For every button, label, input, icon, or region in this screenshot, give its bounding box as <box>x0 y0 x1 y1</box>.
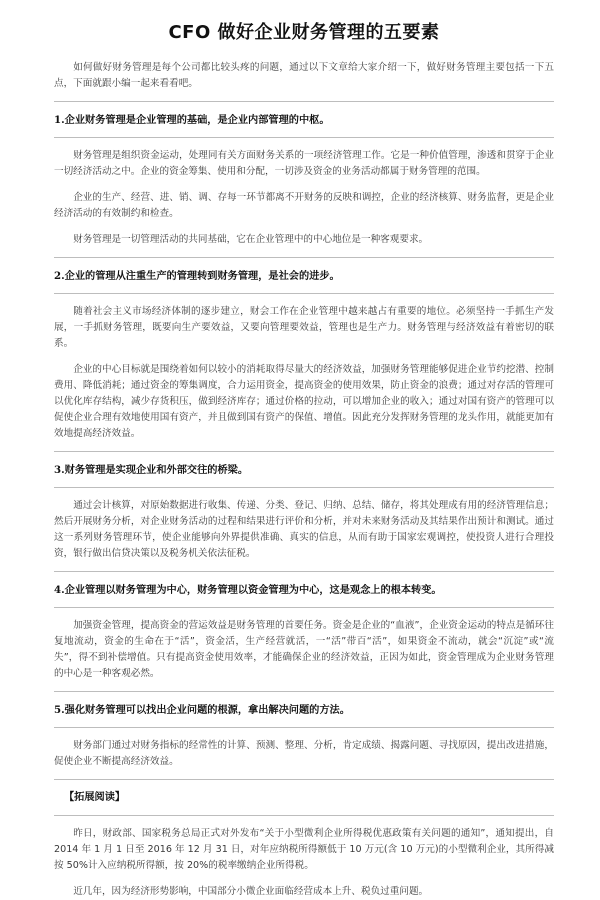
section-divider <box>54 727 554 728</box>
section-1-paragraph-1: 财务管理是组织资金运动，处理同有关方面财务关系的一项经济管理工作。它是一种价值管理，渗透和贯穿于企业一切经济活动之中。企业的资金筹集、使用和分配，一切涉及资金的业务活动都属于财务管理的范围。 <box>54 150 554 177</box>
section-divider <box>54 691 554 692</box>
section-4-heading: 4.企业管理以财务管理为中心，财务管理以资金管理为中心，这是观念上的根本转变。 <box>54 584 442 596</box>
section-2-paragraph-1: 随着社会主义市场经济体制的逐步建立，财会工作在企业管理中越来越占有重要的地位。必须坚持一手抓生产发展，一手抓财务管理，既要向生产要效益，又要向管理要效益，管理也是生产力。财务管理与经济效益有着密切的联系。 <box>54 306 554 349</box>
extended-reading-label: 【拓展阅读】 <box>64 792 126 803</box>
section-4-paragraph-1: 加强资金管理，提高资金的营运效益是财务管理的首要任务。资金是企业的“血液”，企业资金运动的特点是循环往复地流动，资金的生命在于“活”，资金活，生产经营就活，一“活”带百“活”，如果资金不流动，就会“沉淀”或“流失”，得不到补偿增值。只有提高资金使用效率，才能确保企业的经济效益，正因为如此，资金管理成为企业财务管理的中心是一种客观必然。 <box>54 620 554 679</box>
section-5-heading: 5.强化财务管理可以找出企业问题的根源，拿出解决问题的方法。 <box>54 704 350 716</box>
section-divider <box>54 571 554 572</box>
section-divider <box>54 779 554 780</box>
section-divider <box>54 257 554 258</box>
section-1-paragraph-2: 企业的生产、经营、进、销、调、存每一环节都离不开财务的反映和调控，企业的经济核算、财务监督，更是企业经济活动的有效制约和检查。 <box>54 192 554 219</box>
section-3-paragraph-1: 通过会计核算，对原始数据进行收集、传递、分类、登记、归纳、总结、储存，将其处理成有用的经济管理信息；然后开展财务分析，对企业财务活动的过程和结果进行评价和分析，并对未来财务活动及其结果作出预计和测试。通过这一系列财务管理环节，使企业能够向外界提供准确、真实的信息，从而有助于国家宏观调控，使投资人进行合理投资，银行做出信贷决策以及税务机关依法征税。 <box>54 500 554 559</box>
section-divider <box>54 293 554 294</box>
document-title: CFO 做好企业财务管理的五要素 <box>168 22 440 43</box>
section-divider <box>54 815 554 816</box>
section-divider <box>54 487 554 488</box>
section-1-heading: 1.企业财务管理是企业管理的基础，是企业内部管理的中枢。 <box>54 114 330 126</box>
extended-paragraph-1: 昨日，财政部、国家税务总局正式对外发布“关于小型微利企业所得税优惠政策有关问题的通知”，通知提出，自 2014 年 1 月 1 日至 2016 年 12 月 31 日，对年应纳税所得额低于 10 万元(含 10 万元)的小型微利企业，其所得减按 50%计入应纳税所得额，按 20%的税率缴纳企业所得税。 <box>54 828 554 871</box>
section-divider <box>54 451 554 452</box>
section-1-paragraph-3: 财务管理是一切管理活动的共同基础，它在企业管理中的中心地位是一种客观要求。 <box>73 234 429 245</box>
section-5-paragraph-1: 财务部门通过对财务指标的经常性的计算、预测、整理、分析，肯定成绩、揭露问题、寻找原因，提出改进措施，促使企业不断提高经济效益。 <box>54 740 554 767</box>
section-2-heading: 2.企业的管理从注重生产的管理转到财务管理，是社会的进步。 <box>54 270 340 282</box>
intro-paragraph: 如何做好财务管理是每个公司都比较头疼的问题，通过以下文章给大家介绍一下，做好财务管理主要包括一下五点，下面就跟小编一起来看看吧。 <box>54 62 554 89</box>
section-2-paragraph-2: 企业的中心目标就是围绕着如何以较小的消耗取得尽量大的经济效益，加强财务管理能够促进企业节约挖潜、控制费用、降低消耗；通过资金的筹集调度，合力运用资金，提高资金的使用效果，防止资金的浪费；通过对存活的管理可以优化库存结构，减少存货积压，做到经济库存；通过价格的拉动，可以增加企业的收入；通过对国有资产的管理可以促使企业合理有效地使用国有资产，并且做到国有资产的保值、增值。因此充分发挥财务管理的龙头作用，就能更加有效地提高经济效益。 <box>54 364 554 439</box>
section-divider <box>54 137 554 138</box>
section-divider <box>54 607 554 608</box>
section-divider <box>54 101 554 102</box>
extended-paragraph-2: 近几年，因为经济形势影响，中国部分小微企业面临经营成本上升、税负过重问题。 <box>73 886 429 897</box>
section-3-heading: 3.财务管理是实现企业和外部交往的桥梁。 <box>54 464 249 476</box>
